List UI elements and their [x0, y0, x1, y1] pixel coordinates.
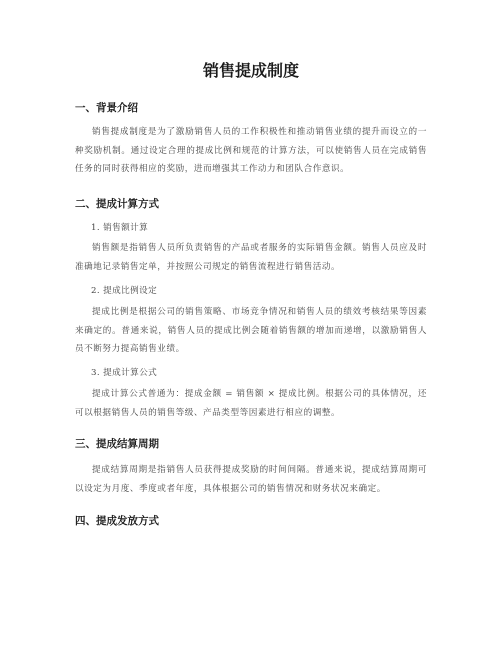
- section-heading-payment-method: 四、提成发放方式: [75, 515, 159, 527]
- section-paragraph-settlement-cycle: 提成结算周期是指销售人员获得提成奖励的时间间隔。普通来说，提成结算周期可以设定为月度、季度或者年度，具体根据公司的销售情况和财务状况来确定。: [75, 465, 427, 494]
- section-paragraph-background: 销售提成制度是为了激励销售人员的工作积极性和推动销售业绩的提升而设立的一种奖励机制。通过设定合理的提成比例和规范的计算方法，可以使销售人员在完成销售任务的同时获得相应的奖励，进而增强其工作动力和团队合作意识。: [75, 127, 427, 174]
- section-heading-calculation: 二、提成计算方式: [75, 198, 159, 210]
- section-heading-background: 一、背景介绍: [75, 102, 138, 114]
- document-title: 销售提成制度: [202, 61, 299, 80]
- subsection-label-formula: 3. 提成计算公式: [91, 368, 158, 378]
- subsection-text-sales-amount: 销售额是指销售人员所负责销售的产品或者服务的实际销售金额。销售人员应及时准确地记录销售定单，并按照公司规定的销售流程进行销售活动。: [75, 243, 427, 272]
- subsection-label-sales-amount: 1. 销售额计算: [91, 223, 149, 233]
- subsection-text-formula: 提成计算公式普通为：提成金额 = 销售额 × 提成比例。根据公司的具体情况，还可以根据销售人员的销售等级、产品类型等因素进行相应的调整。: [75, 389, 427, 418]
- subsection-text-commission-rate: 提成比例是根据公司的销售策略、市场竞争情况和销售人员的绩效考核结果等因素来确定的。普通来说，销售人员的提成比例会随着销售额的增加而递增，以激励销售人员不断努力提高销售业绩。: [75, 307, 427, 354]
- subsection-label-commission-rate: 2. 提成比例设定: [91, 286, 158, 296]
- section-heading-settlement-cycle: 三、提成结算周期: [75, 438, 159, 450]
